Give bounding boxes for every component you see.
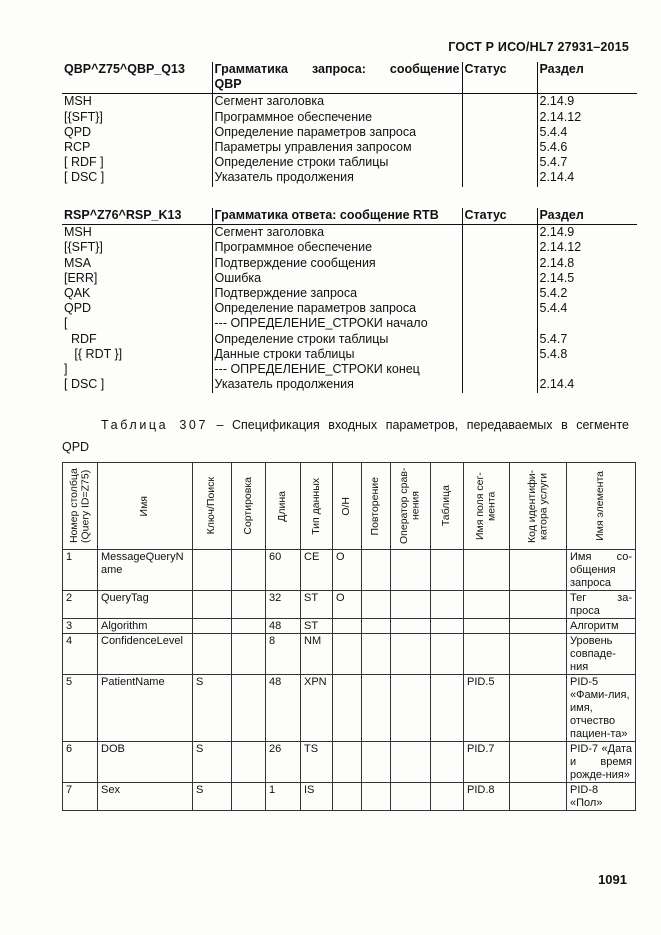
rsp-segment-section: 2.14.5 xyxy=(537,271,637,286)
spec-column-header xyxy=(63,463,98,550)
spec-cell-element: PID-7 «Дата и время рожде-ния» xyxy=(567,742,636,783)
spec-column-header xyxy=(193,463,232,550)
qbp-grammar-head xyxy=(62,62,637,94)
spec-table-header xyxy=(63,463,636,550)
qbp-grammar-row xyxy=(62,140,637,155)
rsp-segment-section: 5.4.2 xyxy=(537,286,637,301)
spec-cell-num: 7 xyxy=(63,783,98,811)
rsp-grammar-row xyxy=(62,240,637,255)
rsp-grammar-table xyxy=(62,208,637,393)
spec-cell-len: 26 xyxy=(266,742,301,783)
spec-cell-rep xyxy=(362,742,391,783)
spec-cell-name: MessageQueryName xyxy=(98,550,193,591)
spec-cell-field: PID.5 xyxy=(464,675,510,742)
qbp-head-description-line2: QBP xyxy=(214,77,242,92)
qbp-segment-code: MSH xyxy=(64,94,92,109)
rsp-segment-description: --- ОПРЕДЕЛЕНИЕ_СТРОКИ начало xyxy=(212,316,462,331)
spec-cell-name: QueryTag xyxy=(98,591,193,619)
rsp-grammar-row xyxy=(62,301,637,316)
spec-column-header xyxy=(301,463,333,550)
spec-cell-code xyxy=(510,591,567,619)
spec-cell-field xyxy=(464,591,510,619)
rsp-grammar-row xyxy=(62,332,637,347)
spec-cell-element: PID-5 «Фами-лия, имя, отчество пациен-та» xyxy=(567,675,636,742)
rsp-segment-section: 2.14.4 xyxy=(537,377,637,393)
spec-cell-len: 48 xyxy=(266,619,301,634)
spec-column-header xyxy=(98,463,193,550)
rsp-segment-section: 2.14.8 xyxy=(537,256,637,271)
qbp-grammar-row xyxy=(62,94,637,110)
rsp-segment-status xyxy=(462,362,537,377)
spec-cell-sort xyxy=(232,783,266,811)
spec-column-header xyxy=(464,463,510,550)
document-header: ГОСТ Р ИСО/HL7 27931–2015 xyxy=(448,40,629,54)
rsp-segment-description: Подтверждение сообщения xyxy=(212,256,462,271)
spec-table-row xyxy=(63,619,636,634)
spec-cell-code xyxy=(510,675,567,742)
spec-cell-op xyxy=(391,619,431,634)
table-caption-dash: – xyxy=(216,418,224,432)
spec-cell-type: IS xyxy=(301,783,333,811)
qbp-grammar-table xyxy=(62,62,637,187)
rsp-segment-code: MSA xyxy=(64,255,92,270)
spec-column-header xyxy=(510,463,567,550)
spec-cell-field xyxy=(464,619,510,634)
rsp-segment-status xyxy=(462,256,537,271)
spec-cell-num: 3 xyxy=(63,619,98,634)
spec-table-row xyxy=(63,783,636,811)
spec-cell-key: S xyxy=(193,783,232,811)
spec-cell-on xyxy=(333,619,362,634)
spec-column-label: Оператор срав-нения xyxy=(398,467,422,545)
rsp-segment-section: 5.4.4 xyxy=(537,301,637,316)
spec-column-label: Сортировка xyxy=(241,477,254,535)
spec-table-row xyxy=(63,675,636,742)
spec-cell-element: Алгоритм xyxy=(567,619,636,634)
rsp-segment-code: QPD xyxy=(64,301,92,316)
rsp-head-segment: RSP^Z76^RSP_K13 xyxy=(62,208,212,225)
table-caption-word: Таблица 307 xyxy=(101,418,208,432)
spec-cell-len: 32 xyxy=(266,591,301,619)
spec-column-header xyxy=(362,463,391,550)
rsp-segment-description: Ошибка xyxy=(212,271,462,286)
rsp-segment-description: Программное обеспечение xyxy=(212,240,462,255)
spec-cell-num: 6 xyxy=(63,742,98,783)
spec-cell-sort xyxy=(232,591,266,619)
table-caption xyxy=(101,418,629,432)
rsp-segment-code: MSH xyxy=(64,225,92,240)
spec-cell-type: ST xyxy=(301,619,333,634)
qbp-head-status: Статус xyxy=(462,62,537,94)
spec-cell-code xyxy=(510,742,567,783)
spec-column-label: Повторение xyxy=(369,476,382,536)
spec-cell-on: O xyxy=(333,550,362,591)
spec-column-label: Таблица xyxy=(440,485,453,527)
spec-cell-tbl xyxy=(431,619,464,634)
spec-column-label: Ключ/Поиск xyxy=(205,477,218,535)
spec-cell-name: Sex xyxy=(98,783,193,811)
rsp-grammar-row xyxy=(62,347,637,362)
spec-cell-rep xyxy=(362,783,391,811)
spec-cell-key xyxy=(193,619,232,634)
rsp-grammar-row xyxy=(62,377,637,393)
spec-column-header xyxy=(266,463,301,550)
spec-cell-op xyxy=(391,742,431,783)
rsp-segment-status xyxy=(462,286,537,301)
rsp-segment-description: --- ОПРЕДЕЛЕНИЕ_СТРОКИ конец xyxy=(212,362,462,377)
qbp-segment-description: Программное обеспечение xyxy=(212,110,462,125)
spec-cell-field xyxy=(464,550,510,591)
qbp-head-description-line1: Грамматика запроса: сообщение xyxy=(214,62,460,76)
spec-cell-num: 2 xyxy=(63,591,98,619)
rsp-head-status: Статус xyxy=(462,208,537,225)
spec-cell-rep xyxy=(362,550,391,591)
spec-column-label: О/Н xyxy=(340,496,353,516)
rsp-segment-description: Данные строки таблицы xyxy=(212,347,462,362)
rsp-grammar-row xyxy=(62,225,637,241)
spec-cell-tbl xyxy=(431,634,464,675)
qbp-head-section: Раздел xyxy=(537,62,637,94)
spec-cell-name: ConfidenceLevel xyxy=(98,634,193,675)
rsp-segment-status xyxy=(462,301,537,316)
spec-cell-name: Algorithm xyxy=(98,619,193,634)
rsp-segment-description: Определение параметров запроса xyxy=(212,301,462,316)
spec-cell-type: NM xyxy=(301,634,333,675)
page-number: 1091 xyxy=(598,872,627,887)
qbp-segment-description: Параметры управления запросом xyxy=(212,140,462,155)
qbp-segment-code: [{SFT}] xyxy=(64,109,103,124)
qbp-segment-status xyxy=(462,110,537,125)
spec-cell-num: 5 xyxy=(63,675,98,742)
rsp-segment-description: Определение строки таблицы xyxy=(212,332,462,347)
rsp-segment-section: 5.4.7 xyxy=(537,332,637,347)
rsp-segment-description: Указатель продолжения xyxy=(212,377,462,393)
rsp-segment-code: [ xyxy=(64,316,68,331)
rsp-head-section: Раздел xyxy=(537,208,637,225)
spec-cell-type: ST xyxy=(301,591,333,619)
qbp-segment-section: 2.14.9 xyxy=(537,94,637,110)
spec-cell-code xyxy=(510,550,567,591)
spec-cell-key xyxy=(193,634,232,675)
spec-cell-sort xyxy=(232,550,266,591)
spec-cell-on xyxy=(333,675,362,742)
spec-cell-on: O xyxy=(333,591,362,619)
qbp-segment-code: [ RDF ] xyxy=(64,155,104,170)
qbp-segment-section: 5.4.4 xyxy=(537,125,637,140)
spec-cell-op xyxy=(391,783,431,811)
spec-cell-type: TS xyxy=(301,742,333,783)
spec-cell-op xyxy=(391,675,431,742)
qbp-segment-code: RCP xyxy=(64,140,91,155)
rsp-segment-description: Сегмент заголовка xyxy=(212,225,462,241)
qbp-segment-status xyxy=(462,140,537,155)
spec-cell-type: XPN xyxy=(301,675,333,742)
qbp-grammar-row xyxy=(62,110,637,125)
spec-table-row xyxy=(63,742,636,783)
spec-cell-op xyxy=(391,550,431,591)
rsp-grammar-row xyxy=(62,286,637,301)
rsp-segment-section xyxy=(537,362,637,377)
rsp-segment-status xyxy=(462,332,537,347)
rsp-segment-status xyxy=(462,271,537,286)
spec-cell-rep xyxy=(362,634,391,675)
rsp-segment-status xyxy=(462,316,537,331)
spec-cell-field: PID.8 xyxy=(464,783,510,811)
spec-cell-tbl xyxy=(431,675,464,742)
spec-cell-rep xyxy=(362,675,391,742)
spec-cell-element: Уровень совпаде-ния xyxy=(567,634,636,675)
spec-column-label: Код идентифи-катора услуги xyxy=(525,469,549,543)
spec-cell-tbl xyxy=(431,742,464,783)
table-caption-tail: QPD xyxy=(62,440,90,454)
rsp-segment-code: [ DSC ] xyxy=(64,377,105,392)
qbp-segment-section: 2.14.12 xyxy=(537,110,637,125)
spec-table-row xyxy=(63,634,636,675)
spec-column-label: Длина xyxy=(276,490,289,522)
spec-cell-on xyxy=(333,742,362,783)
rsp-segment-section: 2.14.9 xyxy=(537,225,637,241)
qbp-head-segment: QBP^Z75^QBP_Q13 xyxy=(62,62,212,94)
spec-cell-sort xyxy=(232,619,266,634)
spec-cell-len: 1 xyxy=(266,783,301,811)
spec-cell-key xyxy=(193,591,232,619)
rsp-segment-status xyxy=(462,347,537,362)
rsp-segment-description: Подтверждение запроса xyxy=(212,286,462,301)
spec-cell-name: PatientName xyxy=(98,675,193,742)
spec-cell-type: CE xyxy=(301,550,333,591)
spec-column-label: Имя поля сег-мента xyxy=(474,472,498,540)
spec-cell-num: 4 xyxy=(63,634,98,675)
qbp-segment-description: Определение строки таблицы xyxy=(212,155,462,170)
spec-cell-len: 48 xyxy=(266,675,301,742)
spec-column-label: Имя xyxy=(138,495,151,517)
rsp-segment-code: RDF xyxy=(64,331,97,346)
spec-cell-op xyxy=(391,634,431,675)
spec-table xyxy=(62,462,636,811)
spec-cell-code xyxy=(510,619,567,634)
qbp-segment-section: 5.4.7 xyxy=(537,155,637,170)
rsp-segment-section xyxy=(537,316,637,331)
qbp-grammar-row xyxy=(62,125,637,140)
spec-cell-key: S xyxy=(193,675,232,742)
spec-cell-sort xyxy=(232,675,266,742)
spec-cell-code xyxy=(510,634,567,675)
rsp-segment-status xyxy=(462,377,537,393)
spec-cell-code xyxy=(510,783,567,811)
qbp-segment-description: Указатель продолжения xyxy=(212,170,462,186)
spec-cell-key xyxy=(193,550,232,591)
rsp-segment-code: [{SFT}] xyxy=(64,240,103,255)
spec-cell-key: S xyxy=(193,742,232,783)
rsp-segment-code: [ERR] xyxy=(64,270,98,285)
spec-column-header xyxy=(431,463,464,550)
qbp-segment-status xyxy=(462,125,537,140)
spec-column-header xyxy=(333,463,362,550)
qbp-segment-section: 5.4.6 xyxy=(537,140,637,155)
spec-cell-tbl xyxy=(431,550,464,591)
spec-cell-field xyxy=(464,634,510,675)
spec-cell-element: Тег за-проса xyxy=(567,591,636,619)
rsp-segment-status xyxy=(462,240,537,255)
qbp-grammar-row xyxy=(62,170,637,186)
spec-column-label: Номер столбца (Query ID=Z75) xyxy=(67,468,91,544)
spec-column-label: Тип данных xyxy=(309,477,322,535)
spec-cell-num: 1 xyxy=(63,550,98,591)
spec-table-row xyxy=(63,550,636,591)
rsp-grammar-head xyxy=(62,208,637,225)
rsp-segment-section: 5.4.8 xyxy=(537,347,637,362)
spec-cell-tbl xyxy=(431,783,464,811)
rsp-grammar-row xyxy=(62,271,637,286)
spec-cell-rep xyxy=(362,591,391,619)
spec-cell-element: PID-8 «Пол» xyxy=(567,783,636,811)
spec-cell-on xyxy=(333,634,362,675)
rsp-grammar-row xyxy=(62,362,637,377)
qbp-segment-status xyxy=(462,155,537,170)
spec-cell-element: Имя со-общения запроса xyxy=(567,550,636,591)
rsp-segment-status xyxy=(462,225,537,241)
spec-cell-sort xyxy=(232,742,266,783)
spec-cell-on xyxy=(333,783,362,811)
spec-column-header xyxy=(232,463,266,550)
rsp-head-description: Грамматика ответа: сообщение RTB xyxy=(212,208,462,225)
rsp-segment-code: [{ RDT }] xyxy=(64,346,123,361)
spec-cell-field: PID.7 xyxy=(464,742,510,783)
spec-cell-tbl xyxy=(431,591,464,619)
qbp-segment-code: [ DSC ] xyxy=(64,170,105,185)
spec-column-label: Имя элемента xyxy=(594,471,607,541)
qbp-segment-section: 2.14.4 xyxy=(537,170,637,186)
qbp-grammar-row xyxy=(62,155,637,170)
spec-cell-sort xyxy=(232,634,266,675)
spec-cell-op xyxy=(391,591,431,619)
rsp-segment-section: 2.14.12 xyxy=(537,240,637,255)
spec-column-header xyxy=(391,463,431,550)
spec-cell-len: 60 xyxy=(266,550,301,591)
qbp-segment-description: Определение параметров запроса xyxy=(212,125,462,140)
qbp-segment-description: Сегмент заголовка xyxy=(212,94,462,110)
spec-column-header xyxy=(567,463,636,550)
spec-cell-rep xyxy=(362,619,391,634)
rsp-segment-code: QAK xyxy=(64,286,91,301)
spec-cell-name: DOB xyxy=(98,742,193,783)
qbp-segment-status xyxy=(462,170,537,186)
rsp-grammar-row xyxy=(62,256,637,271)
qbp-segment-status xyxy=(462,94,537,110)
qbp-segment-code: QPD xyxy=(64,124,92,139)
qbp-head-description xyxy=(212,62,462,94)
spec-table-row xyxy=(63,591,636,619)
table-caption-text: Спецификация входных параметров, передаваемых в сегменте xyxy=(232,418,629,432)
spec-cell-len: 8 xyxy=(266,634,301,675)
rsp-segment-code: ] xyxy=(64,362,68,377)
rsp-grammar-row xyxy=(62,316,637,331)
